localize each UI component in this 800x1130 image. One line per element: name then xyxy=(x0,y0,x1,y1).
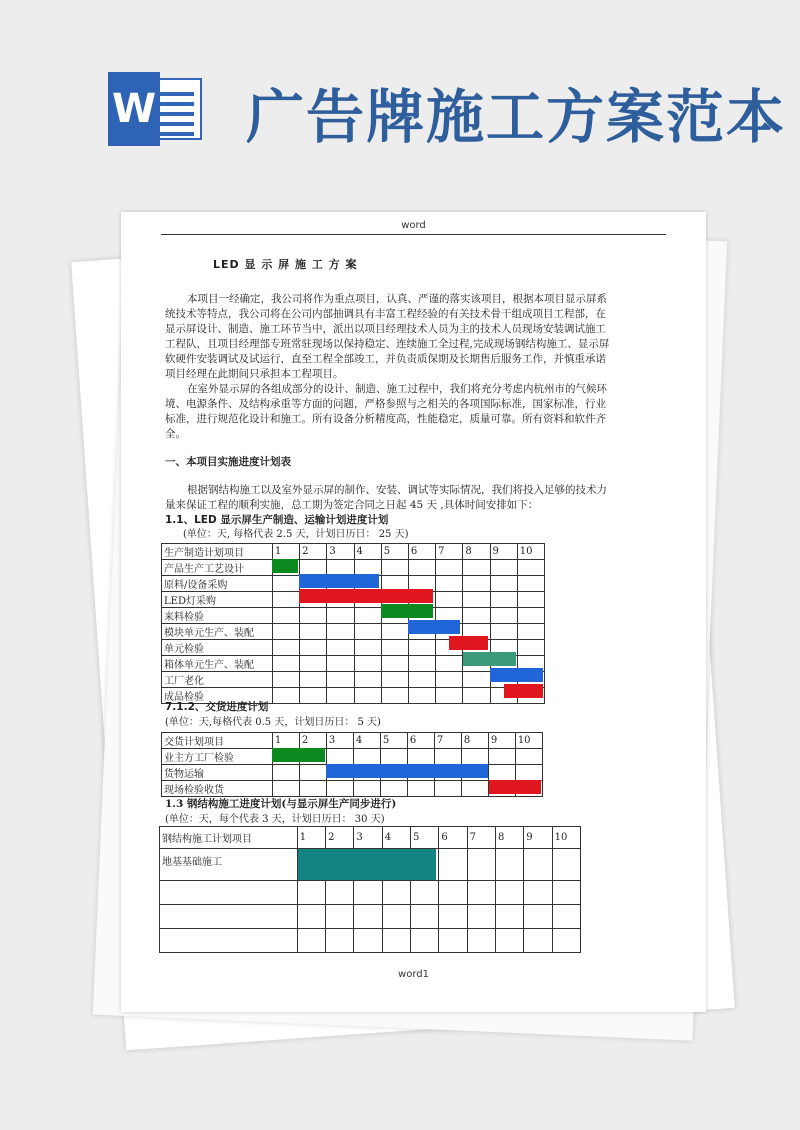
row-label xyxy=(160,929,298,953)
gantt-bar xyxy=(272,559,298,573)
row-label xyxy=(160,905,298,929)
row-label: 单元检验 xyxy=(162,640,273,656)
column-header: 7 xyxy=(436,544,463,560)
gantt-bar xyxy=(449,636,488,650)
subsection-heading: 1.3 钢结构施工进度计划(与显示屏生产同步进行) xyxy=(165,798,397,810)
text-line: 境、电源条件、及结构承重等方面的问题，严格参照与之相关的各项国际标准，国家标准，行业 xyxy=(165,398,606,410)
text-line: 标准，进行规范化设计和施工。所有设备分析精度高，性能稳定，质量可靠。所有资料和软件齐 xyxy=(165,413,606,425)
gantt-bar xyxy=(326,764,488,778)
doc-title: LED 显 示 屏 施 工 方 案 xyxy=(213,258,358,271)
table-row xyxy=(162,608,545,624)
unit-note: (单位：天,每格代表 0.5 天，计划日历日： 5 天) xyxy=(165,717,381,728)
column-header: 10 xyxy=(515,733,542,749)
text-line: 工程队，且项目经理部专班常驻现场以保持稳定、连续施工全过程,完成现场钢结构施工、显示屏 xyxy=(165,338,610,350)
gantt-bar xyxy=(504,684,543,698)
table-row xyxy=(162,672,545,688)
schedule-table-steel xyxy=(159,826,581,953)
gantt-bar xyxy=(299,574,379,588)
row-label: 成品检验 xyxy=(162,688,273,704)
table-row xyxy=(160,905,581,929)
text-line: 软硬件安装调试及试运行，直至工程全部竣工，并负责质保期及长期售后服务工作，并慎重承诺 xyxy=(165,353,606,365)
text-line: 在室外显示屏的各组成部分的设计、制造、施工过程中，我们将充分考虑内杭州市的气候环 xyxy=(187,383,607,395)
text-line: 量来保证工程的顺利实施，总工期为签定合同之日起 45 天 ,具体时间安排如下： xyxy=(165,499,539,511)
column-header: 1 xyxy=(297,827,325,849)
column-header: 4 xyxy=(353,733,380,749)
gantt-bar xyxy=(490,668,543,682)
table-header-cell: 交货计划项目 xyxy=(162,733,273,749)
column-header: 10 xyxy=(517,544,544,560)
column-header: 2 xyxy=(299,733,326,749)
word-icon xyxy=(108,72,208,146)
text-line: 根据钢结构施工以及室外显示屏的制作、安装、调试等实际情况，我们将投入足够的技术力 xyxy=(187,484,607,496)
page-header: word xyxy=(161,220,666,235)
row-label: 箱体单元生产、装配 xyxy=(162,656,273,672)
table-header-row xyxy=(160,827,581,849)
column-header: 5 xyxy=(380,733,407,749)
column-header: 2 xyxy=(300,544,327,560)
gantt-bar xyxy=(489,780,541,794)
row-label: 业主方工厂检验 xyxy=(162,749,273,765)
column-header: 6 xyxy=(408,544,435,560)
subsection-heading: 7.1.2、交货进度计划 xyxy=(165,701,269,713)
column-header: 3 xyxy=(327,544,354,560)
gantt-bar xyxy=(298,849,436,880)
row-label: 地基基础施工 xyxy=(160,849,298,881)
text-line: 显示屏设计、制造、施工环节当中，派出以项目经理技术人员为主的技术人员现场安装调试施工 xyxy=(165,323,606,335)
banner-title: 广告牌施工方案范本 xyxy=(246,83,787,151)
column-header: 8 xyxy=(463,544,490,560)
row-label xyxy=(160,881,298,905)
word-logo-letter: W xyxy=(108,72,160,146)
gantt-bar xyxy=(299,589,433,603)
row-label: LED灯采购 xyxy=(162,592,273,608)
table-row xyxy=(162,781,543,797)
table-header-cell: 钢结构施工计划项目 xyxy=(160,827,298,849)
row-label: 工厂老化 xyxy=(162,672,273,688)
column-header: 3 xyxy=(354,827,382,849)
column-header: 9 xyxy=(490,544,517,560)
gantt-bar xyxy=(381,604,433,618)
gantt-bar xyxy=(272,748,325,762)
column-header: 4 xyxy=(354,544,381,560)
document-page xyxy=(121,212,706,1012)
table-row xyxy=(160,929,581,953)
column-header: 7 xyxy=(467,827,495,849)
column-header: 9 xyxy=(488,733,515,749)
row-label: 来料检验 xyxy=(162,608,273,624)
column-header: 6 xyxy=(407,733,434,749)
text-line: 项目经理在此期间只承担本工程项目。 xyxy=(165,368,344,380)
schedule-table-production xyxy=(161,543,545,704)
column-header: 2 xyxy=(326,827,354,849)
column-header: 10 xyxy=(552,827,580,849)
table-header-row xyxy=(162,733,543,749)
text-line: 本项目一经确定，我公司将作为重点项目，认真、严谨的落实该项目，根据本项目显示屏系 xyxy=(187,293,607,305)
column-header: 4 xyxy=(382,827,410,849)
page-footer: word1 xyxy=(398,969,429,980)
table-header-row xyxy=(162,544,545,560)
row-label: 现场检验收货 xyxy=(162,781,273,797)
column-header: 9 xyxy=(524,827,552,849)
row-label: 模块单元生产、装配 xyxy=(162,624,273,640)
row-label: 货物运输 xyxy=(162,765,273,781)
row-label: 原料/设备采购 xyxy=(162,576,273,592)
unit-note: (单位：天，每个代表 3 天，计划日历日： 30 天) xyxy=(165,814,385,825)
table-header-cell: 生产制造计划项目 xyxy=(162,544,273,560)
column-header: 1 xyxy=(272,544,299,560)
gantt-bar xyxy=(408,620,460,634)
column-header: 7 xyxy=(434,733,461,749)
text-line: 统技术等特点，我公司将在公司内部抽调具有丰富工程经验的有关技术骨干组成项目工程部，在 xyxy=(165,308,606,320)
column-header: 1 xyxy=(272,733,299,749)
text-line: 全。 xyxy=(165,428,186,440)
table-row xyxy=(162,749,543,765)
subsection-heading: 1.1、LED 显示屏生产制造、运输计划进度计划 xyxy=(165,514,389,526)
row-label: 产品生产工艺设计 xyxy=(162,560,273,576)
section-heading: 一、本项目实施进度计划表 xyxy=(165,456,291,468)
column-header: 6 xyxy=(439,827,467,849)
column-header: 8 xyxy=(461,733,488,749)
table-row xyxy=(160,881,581,905)
column-header: 5 xyxy=(411,827,439,849)
column-header: 3 xyxy=(326,733,353,749)
banner xyxy=(0,0,800,200)
column-header: 8 xyxy=(495,827,523,849)
unit-note: (单位：天, 每格代表 2.5 天，计划日历日： 25 天) xyxy=(183,529,409,540)
column-header: 5 xyxy=(381,544,408,560)
gantt-bar xyxy=(463,652,516,666)
